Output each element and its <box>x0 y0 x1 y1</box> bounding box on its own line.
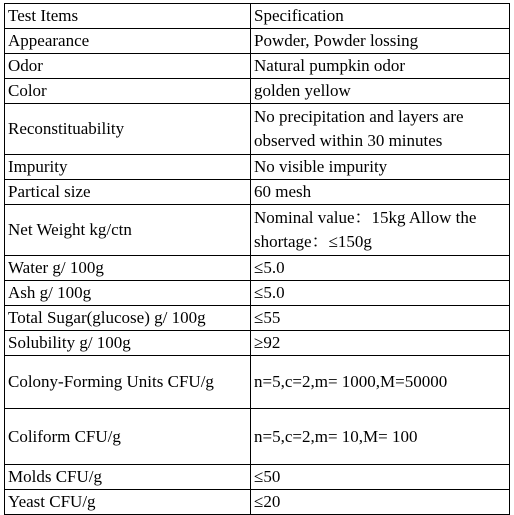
spec-cell: n=5,c=2,m= 10,M= 100 <box>251 409 510 465</box>
table-row <box>5 155 510 180</box>
item-cell: Solubility g/ 100g <box>5 331 251 356</box>
header-specification: Specification <box>251 4 510 29</box>
spec-cell: ≥92 <box>251 331 510 356</box>
item-cell: Color <box>5 79 251 104</box>
spec-cell: golden yellow <box>251 79 510 104</box>
spec-cell: No visible impurity <box>251 155 510 180</box>
item-cell: Colony-Forming Units CFU/g <box>5 356 251 409</box>
spec-cell: No precipitation and layers are observed within 30 minutes <box>251 104 510 155</box>
item-cell: Ash g/ 100g <box>5 281 251 306</box>
table-row <box>5 205 510 256</box>
table-row <box>5 79 510 104</box>
item-cell: Coliform CFU/g <box>5 409 251 465</box>
spec-cell: Nominal value：15kg Allow the shortage：≤150g <box>251 205 510 256</box>
item-cell: Water g/ 100g <box>5 256 251 281</box>
table-row <box>5 356 510 409</box>
table-row <box>5 306 510 331</box>
spec-cell: ≤20 <box>251 490 510 515</box>
table-header-row <box>5 4 510 29</box>
spec-cell: Natural pumpkin odor <box>251 54 510 79</box>
table-row <box>5 29 510 54</box>
spec-cell: Powder, Powder lossing <box>251 29 510 54</box>
table-row <box>5 409 510 465</box>
table-row <box>5 54 510 79</box>
item-cell: Impurity <box>5 155 251 180</box>
item-cell: Net Weight kg/ctn <box>5 205 251 256</box>
table-row <box>5 281 510 306</box>
table-row <box>5 490 510 515</box>
spec-cell: n=5,c=2,m= 1000,M=50000 <box>251 356 510 409</box>
spec-cell: ≤55 <box>251 306 510 331</box>
item-cell: Partical size <box>5 180 251 205</box>
table-row <box>5 331 510 356</box>
spec-cell: 60 mesh <box>251 180 510 205</box>
spec-cell: ≤5.0 <box>251 256 510 281</box>
item-cell: Odor <box>5 54 251 79</box>
item-cell: Molds CFU/g <box>5 465 251 490</box>
table-row <box>5 180 510 205</box>
specification-table <box>4 3 510 515</box>
item-cell: Total Sugar(glucose) g/ 100g <box>5 306 251 331</box>
spec-cell: ≤5.0 <box>251 281 510 306</box>
header-test-items: Test Items <box>5 4 251 29</box>
table-row <box>5 465 510 490</box>
spec-cell: ≤50 <box>251 465 510 490</box>
table-row <box>5 104 510 155</box>
table-row <box>5 256 510 281</box>
item-cell: Reconstituability <box>5 104 251 155</box>
item-cell: Yeast CFU/g <box>5 490 251 515</box>
item-cell: Appearance <box>5 29 251 54</box>
